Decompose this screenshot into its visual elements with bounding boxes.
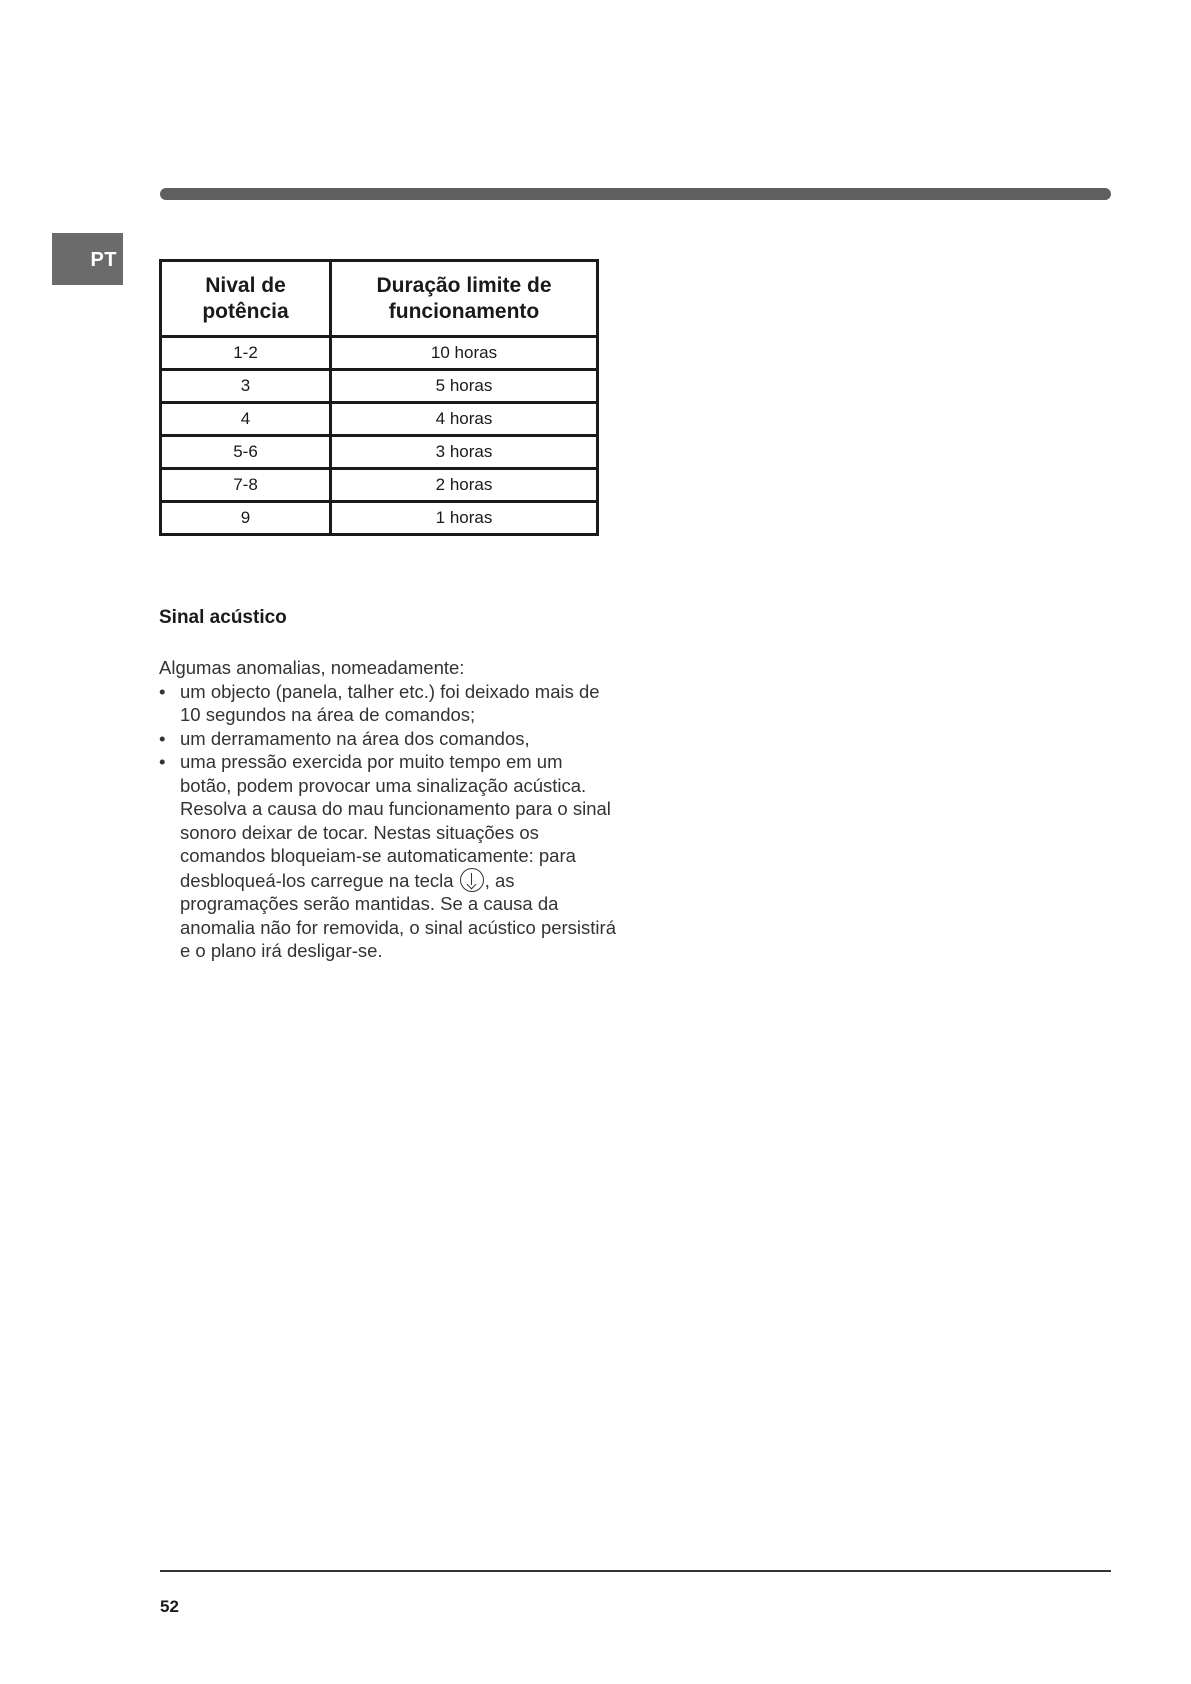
page-number: 52 [160,1597,179,1616]
section-body [159,656,619,963]
power-level-cell: 1-2 [161,337,331,370]
table-row [161,469,598,502]
duration-cell: 10 horas [331,337,598,370]
power-duration-table [159,259,599,536]
duration-cell: 4 horas [331,403,598,436]
table-row [161,370,598,403]
table-row [161,403,598,436]
language-tab-label: PT [90,249,117,271]
power-level-cell: 3 [161,370,331,403]
power-key-icon [460,868,484,892]
header-duration-limit: Duração limite de funcionamento [331,261,598,337]
power-level-cell: 4 [161,403,331,436]
table-row [161,502,598,535]
duration-cell: 5 horas [331,370,598,403]
power-level-cell: 9 [161,502,331,535]
power-level-cell: 5-6 [161,436,331,469]
list-item: • uma pressão exercida por muito tempo em um botão, podem provocar uma sinalização acústica. Resolva a causa do mau funcionamento para o sinal sonoro deixar de tocar. Nestas situações os comandos bloqueiam-se automaticamente: para desbloqueá-los carregue na tecla , as programações serão mantidas. Se a causa da anomalia não for removida, o sinal acústico persistirá e o plano irá desligar-se. [159,750,619,963]
intro-text: Algumas anomalias, nomeadamente: [159,657,465,678]
anomaly-list [159,680,619,963]
table-row [161,436,598,469]
footer-divider [160,1570,1111,1572]
power-level-cell: 7-8 [161,469,331,502]
top-decorative-bar [160,188,1111,200]
duration-cell: 2 horas [331,469,598,502]
table-row [161,337,598,370]
table-header-row [161,261,598,337]
duration-cell: 3 horas [331,436,598,469]
list-item: • um objecto (panela, talher etc.) foi deixado mais de 10 segundos na área de comandos; [159,680,619,727]
language-tab [52,233,123,285]
section-title: Sinal acústico [159,607,287,628]
duration-cell: 1 horas [331,502,598,535]
list-item: • um derramamento na área dos comandos, [159,727,619,751]
header-power-level: Nival de potência [161,261,331,337]
